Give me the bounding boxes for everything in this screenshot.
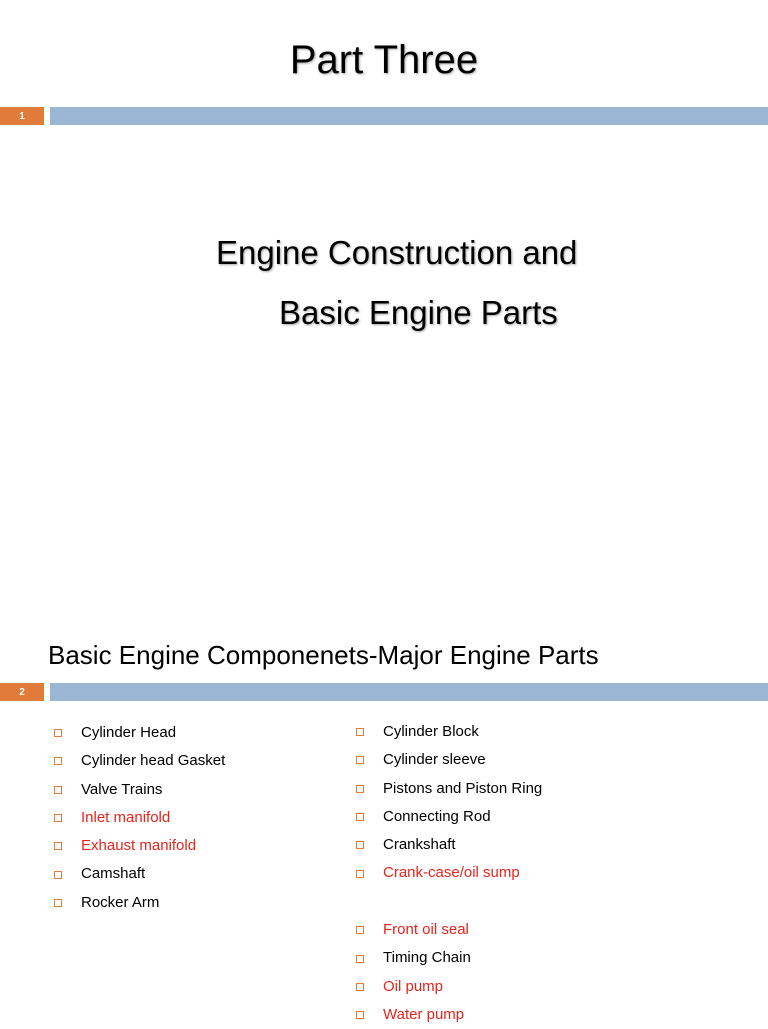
square-bullet-icon xyxy=(54,729,62,737)
list-item-label: Timing Chain xyxy=(383,949,471,967)
list-item xyxy=(356,973,542,1001)
list-item xyxy=(54,860,225,888)
list-item-label: Crankshaft xyxy=(383,836,456,854)
square-bullet-icon xyxy=(356,841,364,849)
square-bullet-icon xyxy=(54,842,62,850)
square-bullet-icon xyxy=(54,871,62,879)
list-item-label: Connecting Rod xyxy=(383,807,491,825)
slide-1-subtitle-line-1: Engine Construction and xyxy=(216,234,578,271)
slide-2-title-bar xyxy=(0,683,768,701)
slide-2-number: 2 xyxy=(0,683,44,701)
list-item xyxy=(356,944,542,972)
list-item-label: Oil pump xyxy=(383,977,444,995)
square-bullet-icon xyxy=(356,926,364,934)
list-item-label: Valve Trains xyxy=(81,780,163,798)
square-bullet-icon xyxy=(356,728,364,736)
square-bullet-icon xyxy=(356,870,364,878)
list-item-label: Cylinder Block xyxy=(383,723,479,740)
list-item xyxy=(54,832,225,860)
list-item-label: Cylinder Head xyxy=(81,724,177,741)
slide-1-number: 1 xyxy=(0,107,44,125)
slide-1-title-bar xyxy=(0,107,768,125)
list-item xyxy=(356,718,542,746)
square-bullet-icon xyxy=(356,756,364,764)
list-item-label: Cylinder head Gasket xyxy=(81,752,226,770)
list-item xyxy=(356,746,542,774)
list-item-label: Crank-case/oil sump xyxy=(383,864,520,882)
list-spacer xyxy=(356,888,542,916)
slide-1-title: Part Three xyxy=(289,38,479,82)
list-item-label: Exhaust manifold xyxy=(81,837,197,855)
slide-1-subtitle-line-2: Basic Engine Parts xyxy=(279,294,558,331)
slide-1-accent-bar xyxy=(50,107,768,125)
square-bullet-icon xyxy=(356,955,364,963)
list-item-label: Front oil seal xyxy=(383,921,469,939)
list-item xyxy=(54,747,225,775)
list-item-label: Cylinder sleeve xyxy=(383,751,486,769)
list-item-label: Camshaft xyxy=(81,865,146,883)
right-bullet-list xyxy=(356,718,542,1029)
slide-2-heading: Basic Engine Componenets-Major Engine Parts xyxy=(48,640,599,670)
square-bullet-icon xyxy=(356,813,364,821)
list-item xyxy=(356,803,542,831)
list-item xyxy=(356,775,542,803)
list-item-label: Water pump xyxy=(383,1005,465,1023)
list-item-label: Pistons and Piston Ring xyxy=(383,779,543,797)
slide-2 xyxy=(0,600,768,1024)
square-bullet-icon xyxy=(54,899,62,907)
list-item xyxy=(54,719,225,747)
list-item xyxy=(356,1001,542,1029)
list-item xyxy=(54,804,225,832)
list-item xyxy=(356,859,542,887)
square-bullet-icon xyxy=(54,786,62,794)
slide-2-accent-bar xyxy=(50,683,768,701)
list-item-label: Rocker Arm xyxy=(81,893,160,911)
square-bullet-icon xyxy=(356,785,364,793)
list-item xyxy=(356,831,542,859)
square-bullet-icon xyxy=(356,983,364,991)
square-bullet-icon xyxy=(54,757,62,765)
list-item xyxy=(356,916,542,944)
left-bullet-list xyxy=(54,719,225,917)
list-item xyxy=(54,889,225,917)
list-item xyxy=(54,776,225,804)
square-bullet-icon xyxy=(54,814,62,822)
list-item-label: Inlet manifold xyxy=(81,808,171,826)
square-bullet-icon xyxy=(356,1011,364,1019)
